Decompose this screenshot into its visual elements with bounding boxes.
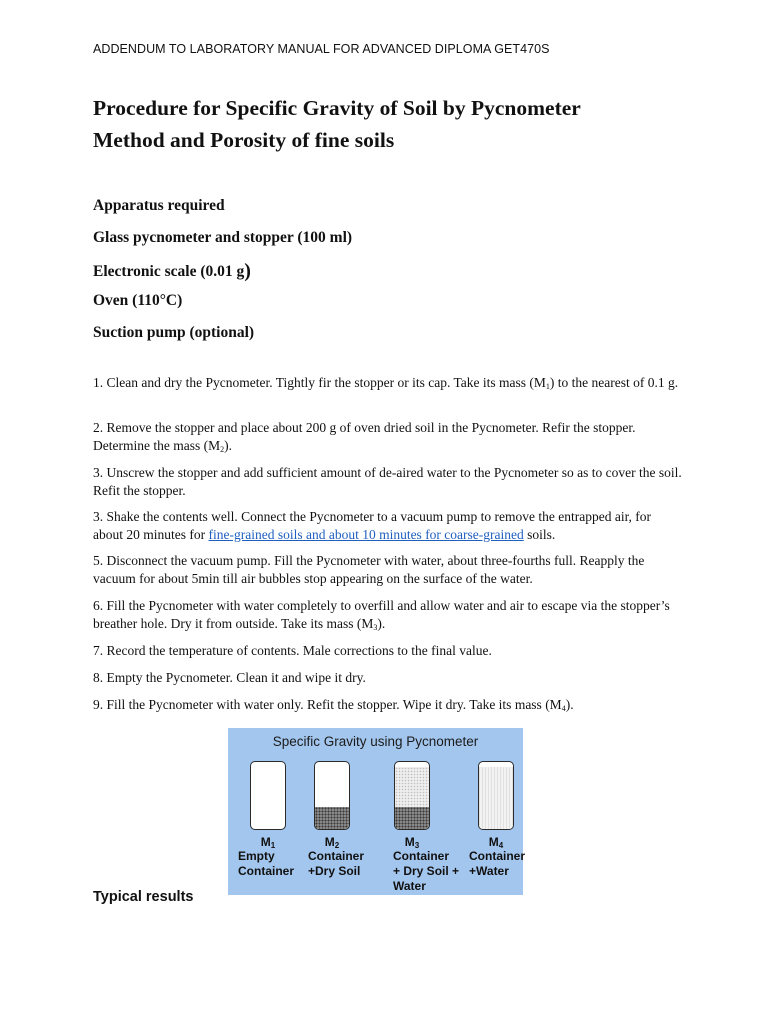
label-m2-sub: 2 <box>334 841 340 850</box>
caption-m1 <box>238 849 294 879</box>
pycnometer-figure <box>228 728 526 895</box>
page-header: ADDENDUM TO LABORATORY MANUAL FOR ADVANCED DIPLOMA GET470S <box>93 42 550 56</box>
step-9-sub: 4 <box>561 704 566 713</box>
caption-m4-line1: Container <box>469 849 526 863</box>
caption-m2-line1: Container <box>308 849 365 863</box>
step-2-end: ). <box>224 437 232 453</box>
caption-m2 <box>308 849 364 879</box>
title-line-2: Method and Porosity of fine soils <box>93 128 395 152</box>
label-m4 <box>476 835 516 850</box>
step-4 <box>93 508 683 543</box>
label-m3 <box>392 835 432 850</box>
step-5: 5. Disconnect the vacuum pump. Fill the Pycnometer with water, about three-fourths full. Reapply the vacuum for about 5min till air bubbles stop appearing on the surface of the water. <box>93 553 645 586</box>
apparatus-item-scale <box>93 259 251 282</box>
apparatus-item-oven: Oven (110°C) <box>93 292 183 309</box>
step-2 <box>93 419 683 458</box>
label-m1-letter: M <box>260 835 271 849</box>
page-title <box>93 92 693 156</box>
label-m1-sub: 1 <box>270 841 276 850</box>
label-m3-sub: 3 <box>414 841 420 850</box>
step-2-sub: 2 <box>220 444 225 454</box>
scale-close-paren: ) <box>244 260 251 282</box>
label-m4-sub: 4 <box>498 841 504 850</box>
caption-m4 <box>469 849 525 879</box>
step-1 <box>93 374 683 396</box>
apparatus-item-suction-pump: Suction pump (optional) <box>93 324 255 341</box>
caption-m3-line3: Water <box>393 879 426 893</box>
caption-m1-line1: Empty <box>238 849 275 863</box>
apparatus-heading: Apparatus required <box>93 197 225 214</box>
jar-empty <box>250 761 286 830</box>
step-6-end: ). <box>377 615 386 631</box>
step-7: 7. Record the temperature of contents. Male corrections to the final value. <box>93 643 492 658</box>
step-4-end: soils. <box>523 526 556 542</box>
label-m3-letter: M <box>404 835 415 849</box>
step-8: 8. Empty the Pycnometer. Clean it and wipe it dry. <box>93 670 366 685</box>
soil-fill <box>395 807 429 829</box>
step-4-text: 3. Shake the contents well. Connect the Pycnometer to a vacuum pump to remove the entrapped air, for about 20 minutes for <box>93 509 652 542</box>
typical-results-heading: Typical results <box>93 889 194 905</box>
figure-title: Specific Gravity using Pycnometer <box>272 734 479 749</box>
step-6-sub: 3 <box>373 622 378 632</box>
water-fill <box>479 767 513 829</box>
step-6-text: 6. Fill the Pycnometer with water completely to overfill and allow water and air to escape via the stopper’s breather hole. Dry it from outside. Take its mass (M <box>93 598 670 631</box>
step-4-link[interactable]: fine-grained soils and about 10 minutes for coarse-grained <box>208 526 524 542</box>
label-m2-letter: M <box>324 835 335 849</box>
apparatus-item-scale-text: Electronic scale (0.01 g <box>93 263 245 280</box>
step-6 <box>93 597 683 636</box>
caption-m3-line1: Container <box>393 849 450 863</box>
caption-m2-line2: +Dry Soil <box>308 864 361 878</box>
step-1-sub: 1 <box>545 382 550 391</box>
jar-dry-soil <box>314 761 350 830</box>
step-9-text: 9. Fill the Pycnometer with water only. Refit the stopper. Wipe it dry. Take its mass (M <box>93 697 562 712</box>
soil-fill <box>315 807 349 829</box>
apparatus-item-pycnometer: Glass pycnometer and stopper (100 ml) <box>93 229 353 246</box>
jar-soil-water <box>394 761 430 830</box>
step-1-end: ) to the nearest of 0.1 g. <box>549 375 679 390</box>
step-9-end: ). <box>565 697 574 712</box>
step-9 <box>93 696 683 718</box>
caption-m4-line2: +Water <box>469 864 509 878</box>
caption-m3 <box>393 849 459 894</box>
caption-m3-line2: + Dry Soil + <box>393 864 460 878</box>
step-3: 3. Unscrew the stopper and add sufficient amount of de-aired water to the Pycnometer so as to cover the soil. Refit the stopper. <box>93 465 682 498</box>
label-m1 <box>248 835 288 850</box>
label-m2 <box>312 835 352 850</box>
caption-m1-line2: Container <box>238 864 295 878</box>
step-2-text: 2. Remove the stopper and place about 200 g of oven dried soil in the Pycnometer. Refir the stopper. Determine the mass (M <box>93 420 636 453</box>
step-1-text: 1. Clean and dry the Pycnometer. Tightly fir the stopper or its cap. Take its mass (M <box>93 375 546 390</box>
title-line-1: Procedure for Specific Gravity of Soil by Pycnometer <box>93 96 581 120</box>
jar-water <box>478 761 514 830</box>
label-m4-letter: M <box>488 835 499 849</box>
